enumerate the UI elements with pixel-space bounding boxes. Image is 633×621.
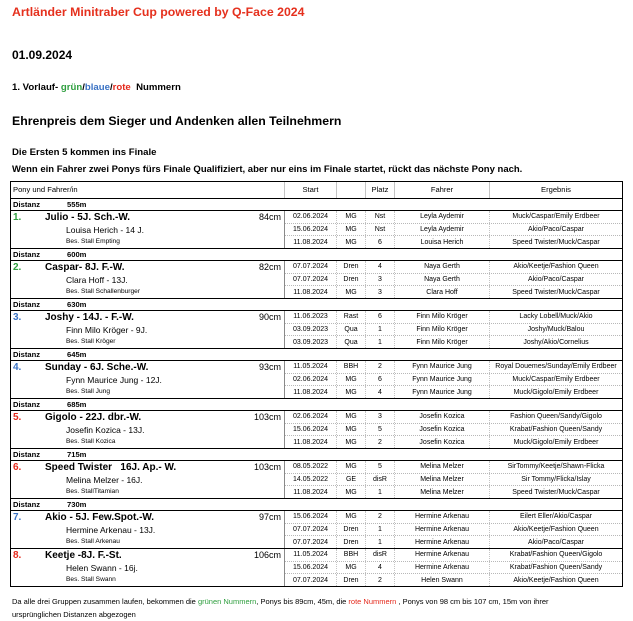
distance-label: Distanz [13, 400, 41, 409]
start-place: 5 [366, 424, 395, 436]
start-date: 11.08.2024 [285, 286, 337, 298]
distance-label: Distanz [13, 350, 41, 359]
start-row [285, 511, 622, 524]
start-driver: Naya Gerth [395, 274, 490, 286]
start-driver: Hermine Arkenau [395, 562, 490, 574]
distance-row [11, 449, 622, 461]
start-place: Nst [366, 211, 395, 223]
pony-owner: Bes. Stall Swann [66, 576, 116, 583]
pony-height: 93cm [258, 362, 281, 372]
distance-value: 685m [67, 400, 87, 409]
start-place: 1 [366, 524, 395, 536]
start-driver: Leyla Aydemir [395, 211, 490, 223]
start-result: Krabat/Fashion Queen/Sandy [509, 564, 603, 571]
start-driver: Naya Gerth [395, 261, 490, 273]
start-date: 08.05.2022 [285, 461, 337, 473]
start-place: 2 [366, 436, 395, 448]
footer-text-c: , Ponys von 98 cm bis 107 cm, 15m von ihrer [396, 597, 549, 606]
start-location: Dren [337, 524, 366, 536]
start-driver: Finn Milo Kröger [395, 311, 490, 323]
pony-block [11, 361, 622, 399]
start-result: Akio/Paco/Caspar [527, 538, 585, 546]
start-result: Muck/Caspar/Emily Erdbeer [512, 213, 600, 221]
pony-name: Akio - 5J. Few.Spot.-W. [45, 512, 155, 523]
start-location: MG [337, 511, 366, 523]
pony-info [11, 361, 285, 398]
start-location: MG [337, 386, 366, 398]
pony-name: Julio - 5J. Sch.-W. [45, 212, 131, 223]
start-location: GE [337, 474, 366, 486]
start-row [285, 336, 622, 348]
pony-driver-line: Clara Hoff - 13J. [66, 275, 128, 285]
start-location: MG [337, 562, 366, 574]
start-driver: Hermine Arkenau [395, 524, 490, 536]
start-location: Qua [337, 336, 366, 348]
start-place: 2 [366, 574, 395, 586]
start-date: 11.08.2024 [285, 236, 337, 248]
round-line [12, 82, 181, 94]
pony-block [11, 311, 622, 349]
footer-line-1 [12, 595, 549, 608]
start-list [285, 549, 622, 586]
start-list [285, 511, 622, 548]
start-place: 5 [366, 461, 395, 473]
start-place: 1 [366, 324, 395, 336]
pony-driver-line: Helen Swann - 16j. [66, 563, 138, 573]
footer-line-2: ursprünglichen Distanzen abgezogen [12, 610, 136, 619]
distance-value: 645m [67, 350, 87, 359]
start-driver: Fynn Maurice Jung [395, 374, 490, 386]
start-row [285, 562, 622, 575]
start-place: 3 [366, 286, 395, 298]
start-driver: Josefin Kozica [395, 436, 490, 448]
round-blue: blaue [84, 82, 110, 93]
start-date: 11.08.2024 [285, 386, 337, 398]
start-date: 03.09.2023 [285, 336, 337, 348]
pony-owner: Bes. Stall Arkenau [66, 538, 120, 545]
start-result: Joshy/Akio/Cornelius [523, 338, 589, 346]
pony-info [11, 211, 285, 248]
round-sep-2: / [109, 82, 113, 93]
start-date: 11.08.2024 [285, 436, 337, 448]
start-list [285, 361, 622, 398]
results-table [10, 181, 623, 587]
start-result: Speed Twister/Muck/Caspar [512, 238, 600, 246]
start-location: MG [337, 436, 366, 448]
pony-owner: Bes. Stall Kozica [66, 438, 116, 445]
start-location: MG [337, 486, 366, 498]
start-driver: Finn Milo Kröger [395, 336, 490, 348]
start-row [285, 274, 622, 287]
pony-number: 4. [13, 362, 22, 373]
start-result: Muck/Gigolo/Emily Erdbeer [513, 438, 599, 446]
start-row [285, 324, 622, 337]
col-result: Ergebnis [541, 185, 571, 194]
start-driver: Hermine Arkenau [395, 536, 490, 548]
start-location: MG [337, 224, 366, 236]
start-result: Speed Twister/Muck/Caspar [512, 488, 600, 496]
start-place: 1 [366, 486, 395, 498]
start-result: Krabat/Fashion Queen/Sandy [509, 426, 603, 433]
start-place: 3 [366, 411, 395, 423]
pony-height: 103cm [253, 462, 281, 472]
start-location: Dren [337, 574, 366, 586]
col-pony: Pony und Fahrer/in [11, 182, 285, 198]
start-date: 07.07.2024 [285, 261, 337, 273]
distance-value: 730m [67, 500, 87, 509]
pony-driver-line: Finn Milo Kröger - 9J. [66, 325, 148, 335]
start-row [285, 536, 622, 548]
start-date: 07.07.2024 [285, 524, 337, 536]
start-date: 11.06.2023 [285, 311, 337, 323]
pony-owner: Bes. Stall Schallenburger [66, 288, 141, 295]
pony-info [11, 461, 285, 498]
pony-height: 97cm [258, 512, 281, 522]
table-body [11, 199, 622, 586]
start-place: 6 [366, 236, 395, 248]
start-place: 1 [366, 336, 395, 348]
footer-text-a: Da alle drei Gruppen zusammen laufen, bekommen die [12, 597, 198, 606]
distance-value: 600m [67, 250, 87, 259]
start-location: BBH [337, 549, 366, 561]
start-result: Akio/Paco/Caspar [527, 276, 585, 283]
start-place: Nst [366, 224, 395, 236]
start-place: disR [366, 549, 395, 561]
start-driver: Melina Melzer [395, 474, 490, 486]
pony-owner: Bes. Stall Empting [66, 238, 120, 245]
pony-name: Joshy - 14J. - F.-W. [45, 312, 134, 323]
pony-driver-line: Fynn Maurice Jung - 12J. [66, 375, 162, 385]
pony-owner: Bes. Stall Kröger [66, 338, 116, 345]
pony-height: 84cm [258, 212, 281, 222]
start-location: Rast [337, 311, 366, 323]
start-place: 3 [366, 274, 395, 286]
start-location: MG [337, 236, 366, 248]
start-date: 07.07.2024 [285, 274, 337, 286]
pony-name: Speed Twister 16J. Ap.- W. [45, 462, 177, 473]
pony-owner: Bes. Stall Jung [66, 388, 110, 395]
pony-info [11, 411, 285, 448]
start-location: Dren [337, 536, 366, 548]
start-driver: Leyla Aydemir [395, 224, 490, 236]
prize-heading: Ehrenpreis dem Sieger und Andenken allen Teilnehmern [12, 114, 342, 128]
start-driver: Finn Milo Kröger [395, 324, 490, 336]
start-date: 07.07.2024 [285, 574, 337, 586]
start-row [285, 386, 622, 398]
start-location: MG [337, 411, 366, 423]
pony-block [11, 549, 622, 586]
start-date: 07.07.2024 [285, 536, 337, 548]
start-driver: Clara Hoff [395, 286, 490, 298]
pony-info [11, 511, 285, 548]
qualification-rule: Wenn ein Fahrer zwei Ponys fürs Finale Qualifiziert, aber nur eins im Finale startet, rückt das nächste Pony nach. [12, 164, 523, 175]
start-list [285, 411, 622, 448]
start-result: Sir Tommy/Flicka/Islay [521, 476, 591, 483]
pony-block [11, 411, 622, 449]
pony-name: Keetje -8J. F.-St. [45, 550, 122, 561]
start-place: 6 [366, 311, 395, 323]
start-location: MG [337, 374, 366, 386]
start-date: 11.08.2024 [285, 486, 337, 498]
start-location: Qua [337, 324, 366, 336]
start-date: 03.09.2023 [285, 324, 337, 336]
pony-number: 1. [13, 212, 22, 223]
round-red: rote [112, 82, 131, 93]
start-row [285, 361, 622, 374]
start-date: 02.06.2024 [285, 411, 337, 423]
pony-owner: Bes. StallTitamian [66, 488, 119, 495]
start-driver: Josefin Kozica [395, 424, 490, 436]
start-row [285, 211, 622, 224]
start-result: SirTommy/Keetje/Shawn-Flicka [507, 463, 605, 471]
pony-name: Caspar- 8J. F.-W. [45, 262, 125, 273]
start-result: Akio/Keetje/Fashion Queen [513, 263, 599, 271]
pony-driver-line: Hermine Arkenau - 13J. [66, 525, 156, 535]
start-location: MG [337, 424, 366, 436]
pony-block [11, 461, 622, 499]
start-row [285, 224, 622, 237]
start-result: Muck/Gigolo/Emily Erdbeer [513, 388, 599, 396]
start-row [285, 424, 622, 437]
pony-info [11, 311, 285, 348]
footer-note [12, 595, 549, 621]
distance-row [11, 499, 622, 511]
distance-label: Distanz [13, 450, 41, 459]
start-row [285, 374, 622, 387]
start-driver: Fynn Maurice Jung [395, 361, 490, 373]
start-date: 11.05.2024 [285, 549, 337, 561]
pony-block [11, 211, 622, 249]
start-place: disR [366, 474, 395, 486]
start-result: Muck/Caspar/Emily Erdbeer [512, 376, 600, 383]
start-date: 15.06.2024 [285, 424, 337, 436]
start-place: 4 [366, 562, 395, 574]
footer-text-b: , Ponys bis 89cm, 45m, die [256, 597, 349, 606]
start-row [285, 236, 622, 248]
col-start: Start [285, 182, 337, 198]
start-result: Joshy/Muck/Balou [527, 326, 585, 333]
distance-label: Distanz [13, 300, 41, 309]
round-green: grün [60, 82, 83, 93]
start-result: Akio/Keetje/Fashion Queen [513, 526, 599, 533]
start-place: 1 [366, 536, 395, 548]
start-row [285, 474, 622, 487]
distance-row [11, 299, 622, 311]
distance-row [11, 399, 622, 411]
start-driver: Josefin Kozica [395, 411, 490, 423]
pony-block [11, 261, 622, 299]
pony-number: 6. [13, 462, 22, 473]
distance-label: Distanz [13, 250, 41, 259]
pony-block [11, 511, 622, 549]
start-location: BBH [337, 361, 366, 373]
start-place: 2 [366, 361, 395, 373]
distance-value: 715m [67, 450, 87, 459]
start-result: Fashion Queen/Sandy/Gigolo [510, 413, 602, 421]
pony-name: Sunday - 6J. Sche.-W. [45, 362, 149, 373]
pony-info [11, 261, 285, 298]
start-driver: Hermine Arkenau [395, 511, 490, 523]
start-place: 4 [366, 261, 395, 273]
start-date: 15.06.2024 [285, 224, 337, 236]
start-result: Krabat/Fashion Queen/Gigolo [509, 551, 603, 559]
start-row [285, 411, 622, 424]
start-row [285, 486, 622, 498]
pony-driver-line: Josefin Kozica - 13J. [66, 425, 145, 435]
page-title: Artländer Minitraber Cup powered by Q-Face 2024 [12, 5, 305, 19]
start-place: 4 [366, 386, 395, 398]
start-driver: Helen Swann [395, 574, 490, 586]
pony-driver-line: Melina Melzer - 16J. [66, 475, 143, 485]
distance-label: Distanz [13, 500, 41, 509]
pony-height: 106cm [253, 550, 281, 560]
start-result: Eilert Eller/Akio/Caspar [520, 513, 592, 521]
distance-label: Distanz [13, 200, 41, 209]
start-date: 02.06.2024 [285, 374, 337, 386]
table-header [11, 182, 622, 199]
pony-height: 82cm [258, 262, 281, 272]
start-date: 11.05.2024 [285, 361, 337, 373]
start-result: Lacky Lobell/Muck/Akio [519, 313, 593, 321]
distance-row [11, 349, 622, 361]
start-row [285, 311, 622, 324]
distance-row [11, 249, 622, 261]
pony-number: 2. [13, 262, 22, 273]
start-row [285, 436, 622, 448]
start-list [285, 461, 622, 498]
pony-number: 7. [13, 512, 22, 523]
start-location: MG [337, 461, 366, 473]
col-driver: Fahrer [395, 182, 490, 198]
start-date: 15.06.2024 [285, 562, 337, 574]
start-date: 14.05.2022 [285, 474, 337, 486]
start-location: Dren [337, 261, 366, 273]
pony-name: Gigolo - 22J. dbr.-W. [45, 412, 142, 423]
start-driver: Fynn Maurice Jung [395, 386, 490, 398]
round-sep-1: / [82, 82, 85, 93]
start-place: 2 [366, 511, 395, 523]
start-date: 15.06.2024 [285, 511, 337, 523]
start-list [285, 211, 622, 248]
start-list [285, 261, 622, 298]
distance-row [11, 199, 622, 211]
col-location [337, 182, 366, 198]
start-row [285, 574, 622, 586]
start-location: MG [337, 211, 366, 223]
pony-info [11, 549, 285, 586]
start-row [285, 461, 622, 474]
pony-driver-line: Louisa Herich - 14 J. [66, 225, 144, 235]
start-driver: Melina Melzer [395, 486, 490, 498]
start-driver: Melina Melzer [395, 461, 490, 473]
start-place: 6 [366, 374, 395, 386]
start-date: 02.06.2024 [285, 211, 337, 223]
start-result: Akio/Paco/Caspar [527, 226, 585, 233]
round-suffix: Nummern [130, 82, 181, 93]
start-location: Dren [337, 274, 366, 286]
pony-number: 3. [13, 312, 22, 323]
event-date: 01.09.2024 [12, 48, 73, 62]
start-list [285, 311, 622, 348]
finale-note: Die Ersten 5 kommen ins Finale [12, 147, 157, 158]
pony-height: 103cm [253, 412, 281, 422]
col-place: Platz [366, 182, 395, 198]
start-row [285, 261, 622, 274]
start-result: Speed Twister/Muck/Caspar [512, 288, 600, 296]
start-result: Royal Douemes/Sunday/Emily Erdbeer [495, 363, 617, 371]
start-result: Akio/Keetje/Fashion Queen [513, 576, 599, 584]
pony-number: 5. [13, 412, 22, 423]
start-row [285, 524, 622, 537]
distance-value: 630m [67, 300, 87, 309]
start-row [285, 549, 622, 562]
pony-height: 90cm [258, 312, 281, 322]
distance-value: 555m [67, 200, 87, 209]
pony-number: 8. [13, 550, 22, 561]
start-driver: Louisa Herich [395, 236, 490, 248]
start-location: MG [337, 286, 366, 298]
footer-green-numbers: grünen Nummern [197, 597, 257, 606]
footer-red-numbers: rote Nummern [348, 597, 397, 606]
round-prefix: 1. Vorlauf- [12, 82, 61, 93]
start-driver: Hermine Arkenau [395, 549, 490, 561]
start-row [285, 286, 622, 298]
